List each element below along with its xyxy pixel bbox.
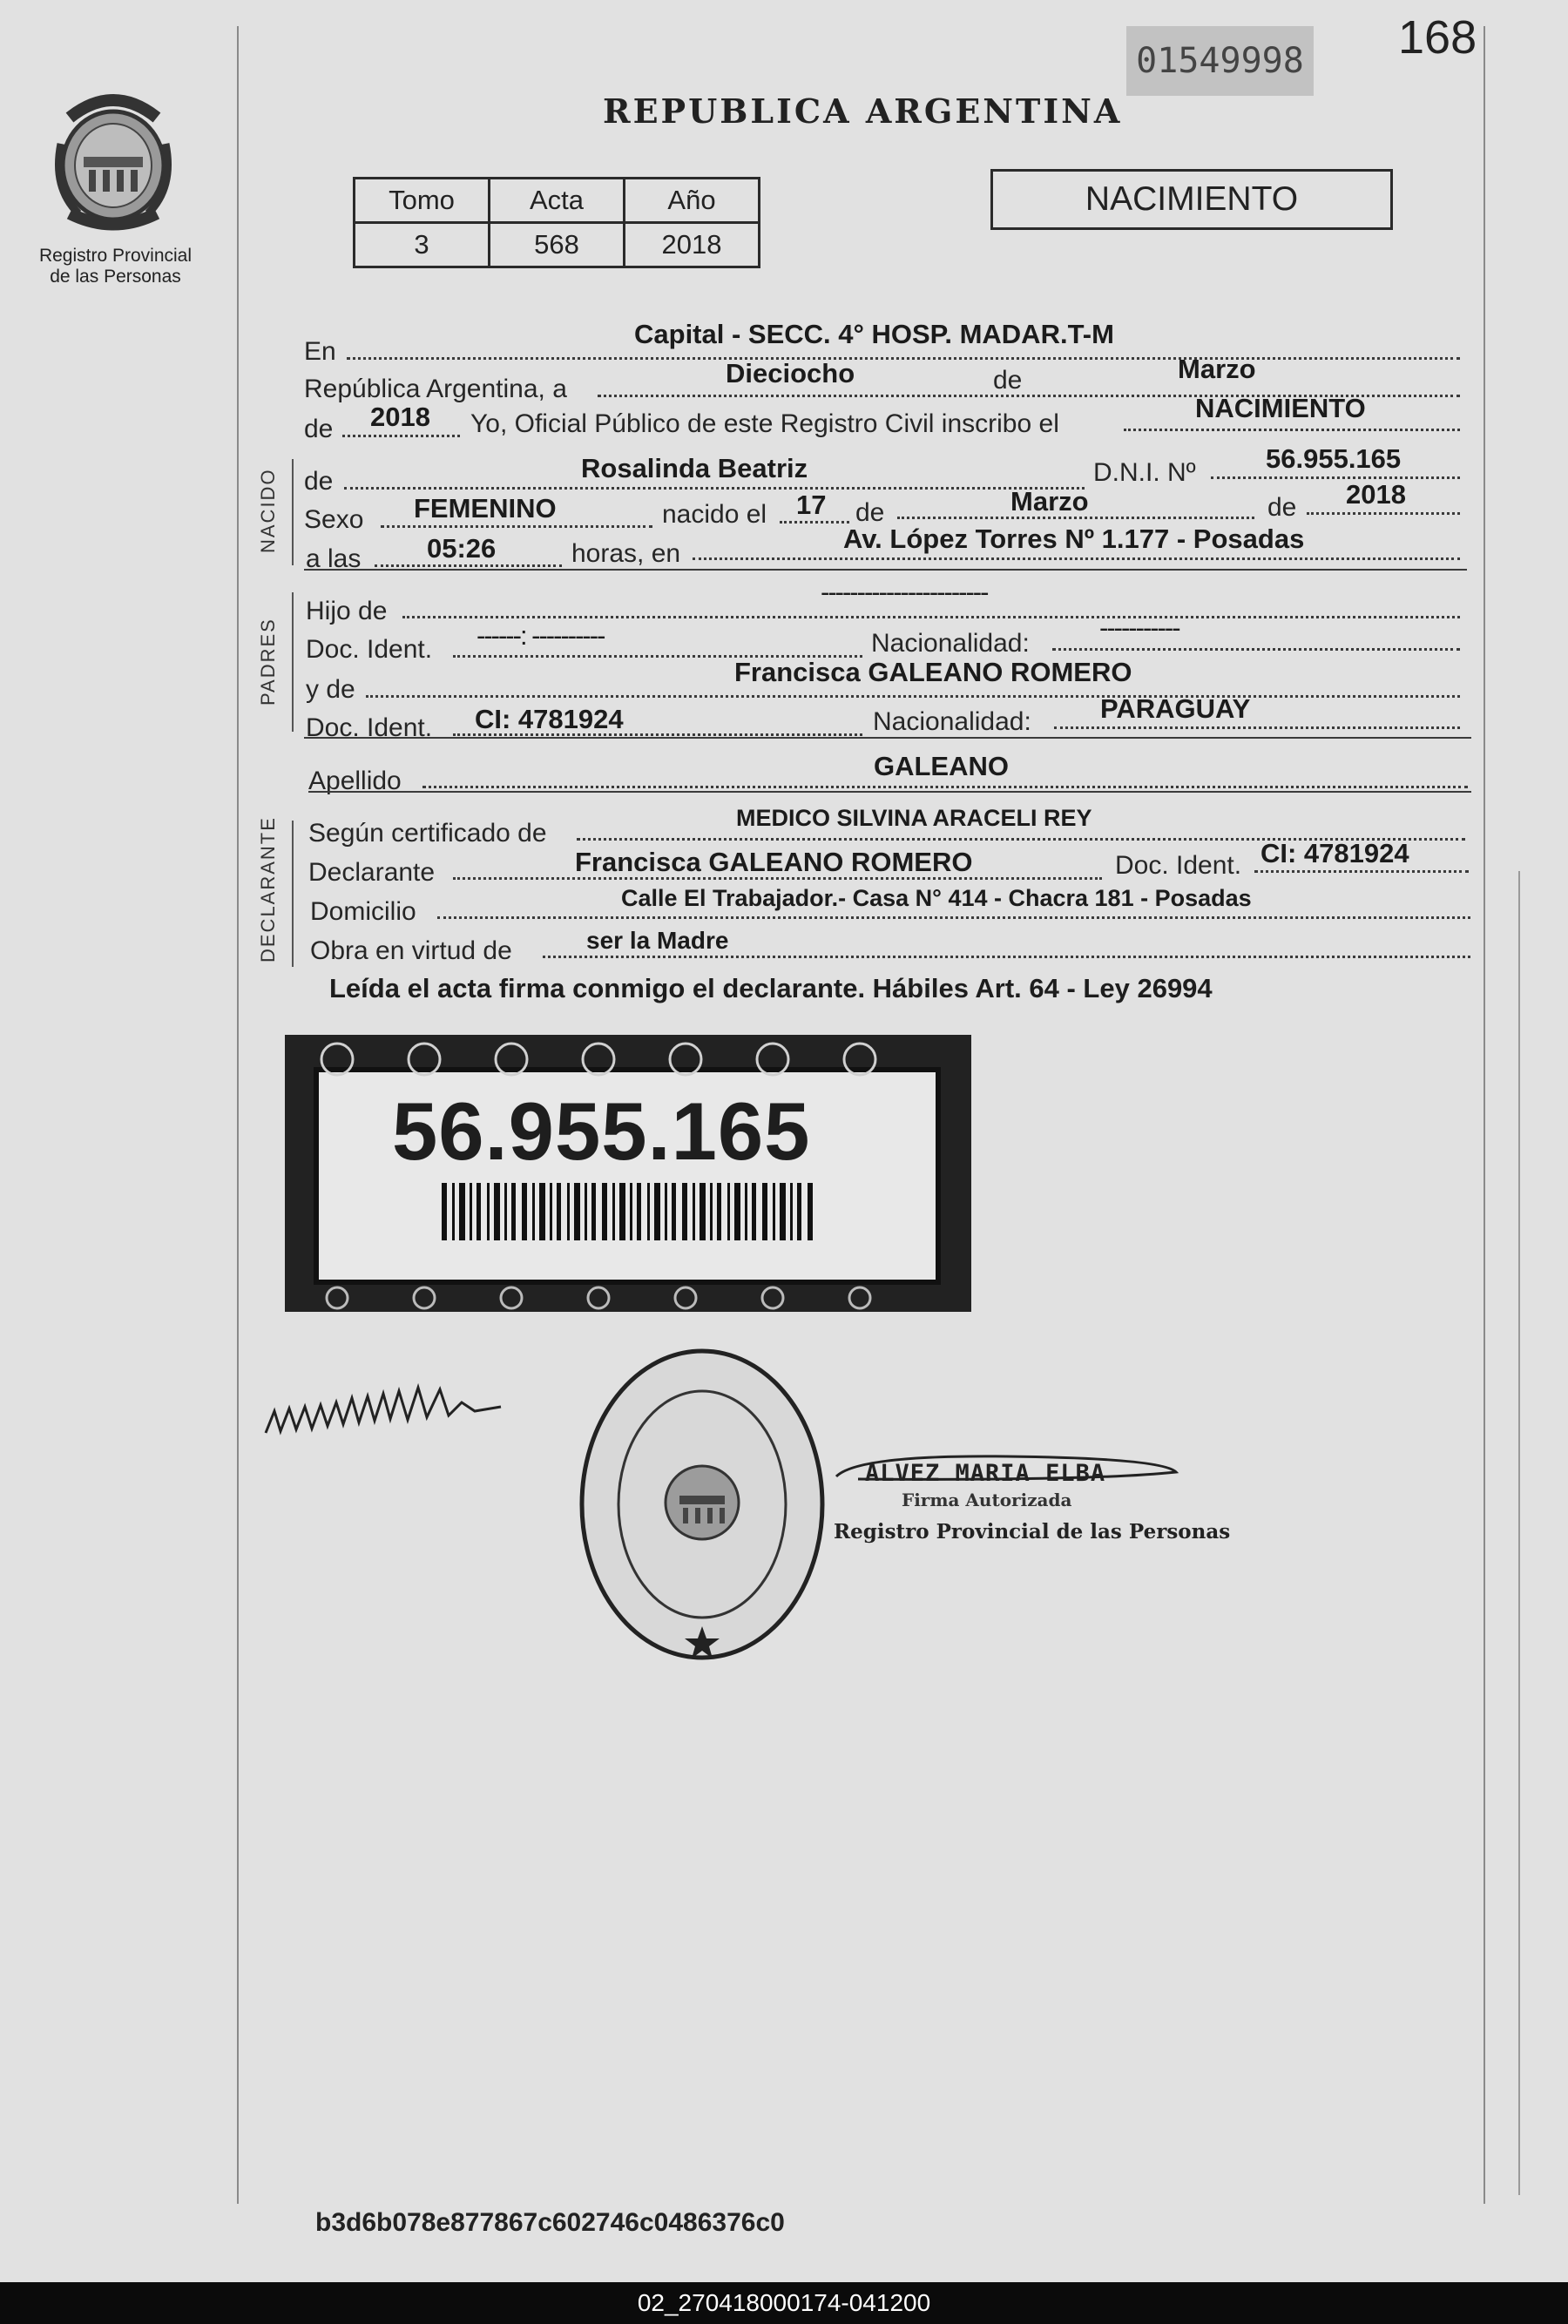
logo-caption-line2: de las Personas	[50, 267, 181, 287]
year-dotline	[342, 435, 460, 437]
dni-dotline	[1211, 476, 1460, 479]
certificate-issuer: MEDICO SILVINA ARACELI REY	[736, 805, 1092, 831]
child-sex: FEMENINO	[414, 493, 557, 524]
dni-stamp-number: 56.955.165	[392, 1085, 811, 1177]
legal-notice: Leída el acta firma conmigo el declarante. Hábiles Art. 64 - Ley 26994	[329, 973, 1213, 1003]
mother-doc-label: Doc. Ident.	[306, 713, 433, 742]
nacido-bracket	[292, 459, 294, 565]
official-seal-icon	[577, 1346, 828, 1664]
declarant-address: Calle El Trabajador.- Casa N° 414 - Chacra 181 - Posadas	[621, 885, 1252, 911]
right-margin-line	[1484, 26, 1485, 2204]
nacido-el-label: nacido el	[662, 500, 767, 529]
registry-value-tomo: 3	[355, 223, 490, 267]
child-dni: 56.955.165	[1266, 443, 1402, 474]
registry-header-tomo: Tomo	[355, 179, 490, 223]
declarant-name: Francisca GALEANO ROMERO	[575, 847, 973, 877]
horas-label: horas, en	[571, 539, 681, 568]
registry-value-row	[355, 223, 760, 267]
declarant-doc: CI: 4781924	[1260, 838, 1409, 868]
section-label-padres: PADRES	[257, 618, 279, 706]
authorized-signer-org: Registro Provincial de las Personas	[834, 1520, 1231, 1544]
de-label: de	[993, 366, 1023, 395]
oficial-text: Yo, Oficial Público de este Registro Civil inscribo el	[470, 409, 1059, 438]
place-dotline	[347, 357, 1460, 360]
de-label-year: de	[304, 415, 334, 443]
en-label: En	[304, 337, 336, 366]
registry-header-row	[355, 179, 760, 223]
act-type-dotline	[1124, 429, 1460, 431]
birth-de-label: de	[855, 498, 885, 527]
registry-header-anio: Año	[625, 179, 760, 223]
surname: GALEANO	[874, 751, 1009, 781]
registry-value-acta: 568	[490, 223, 625, 267]
registration-year: 2018	[370, 402, 430, 432]
left-margin-line	[237, 26, 239, 2204]
birth-de-label-2: de	[1267, 493, 1297, 522]
cert-label: Según certificado de	[308, 819, 547, 848]
declarante-bracket	[292, 821, 294, 967]
father-doc-label: Doc. Ident.	[306, 635, 433, 664]
authorized-signer-role: Firma Autorizada	[902, 1490, 1072, 1510]
birth-day: 17	[796, 490, 827, 520]
father-nationality-dotline	[1052, 648, 1460, 651]
registry-value-anio: 2018	[625, 223, 760, 267]
declaration-reason: ser la Madre	[586, 927, 729, 954]
declarant-doc-dotline	[1254, 870, 1469, 873]
padres-divider	[304, 737, 1471, 739]
nacido-de-label: de	[304, 467, 334, 496]
birth-month: Marzo	[1010, 486, 1089, 517]
obra-label: Obra en virtud de	[310, 936, 512, 965]
birth-year: 2018	[1346, 479, 1406, 510]
republica-label: República Argentina, a	[304, 375, 567, 403]
child-name: Rosalinda Beatriz	[581, 453, 808, 483]
time-dotline	[375, 564, 562, 567]
declarant-doc-label: Doc. Ident.	[1115, 851, 1242, 880]
province-logo-icon	[44, 83, 183, 240]
name-dotline	[344, 487, 1085, 490]
logo-caption-line1: Registro Provincial	[38, 246, 193, 266]
page-edge-line	[1518, 871, 1520, 2195]
apellido-divider	[308, 791, 1471, 793]
obra-dotline	[543, 956, 1470, 958]
hijo-de-label: Hijo de	[306, 597, 388, 625]
logo-caption	[17, 246, 213, 287]
section-label-nacido: NACIDO	[257, 468, 279, 553]
father-nationality: -----------	[1099, 612, 1179, 643]
sexo-label: Sexo	[304, 505, 364, 534]
mother-nationality-label: Nacionalidad:	[873, 707, 1031, 736]
signature-scribble-icon	[261, 1372, 505, 1450]
father-nationality-label: Nacionalidad:	[871, 629, 1030, 658]
father-name: -----------------------	[821, 577, 988, 607]
mother-name: Francisca GALEANO ROMERO	[734, 657, 1132, 687]
document-type-box: NACIMIENTO	[990, 169, 1393, 230]
section-label-declarante: DECLARANTE	[257, 816, 279, 963]
country-title: REPUBLICA ARGENTINA	[603, 91, 1123, 131]
father-doc: ------: ----------	[476, 620, 605, 651]
authorized-signer-name: ALVEZ MARIA ELBA	[865, 1460, 1106, 1487]
sexo-dotline	[381, 525, 652, 528]
act-type: NACIMIENTO	[1195, 393, 1366, 423]
footer-id-bar	[0, 2282, 1568, 2324]
birth-year-dotline	[1307, 512, 1460, 515]
footer-id: 02_270418000174-041200	[637, 2289, 931, 2316]
padres-bracket	[292, 592, 294, 732]
mother-nationality: PARAGUAY	[1100, 693, 1251, 724]
registration-day: Dieciocho	[726, 358, 855, 388]
document-hash: b3d6b078e877867c602746c0486376c0	[315, 2208, 785, 2237]
birth-place-dotline	[693, 557, 1460, 560]
registry-header-acta: Acta	[490, 179, 625, 223]
domicilio-dotline	[437, 916, 1470, 919]
registry-table	[353, 177, 760, 268]
birth-time: 05:26	[427, 533, 497, 564]
apellido-dotline	[422, 786, 1468, 788]
apellido-label: Apellido	[308, 767, 402, 795]
mother-dotline	[366, 695, 1460, 698]
domicilio-label: Domicilio	[310, 897, 416, 926]
dni-label: D.N.I. Nº	[1093, 458, 1196, 487]
mother-doc: CI: 4781924	[475, 704, 624, 734]
birth-place: Av. López Torres Nº 1.177 - Posadas	[843, 524, 1305, 554]
registration-month: Marzo	[1178, 354, 1256, 384]
registration-place: Capital - SECC. 4° HOSP. MADAR.T-M	[634, 319, 1114, 349]
serial-number: 01549998	[1126, 26, 1314, 96]
a-las-label: a las	[306, 544, 362, 573]
nacido-divider	[304, 569, 1467, 571]
y-de-label: y de	[306, 675, 355, 704]
birth-day-dotline	[780, 521, 849, 524]
mother-nationality-dotline	[1054, 726, 1460, 729]
father-dotline	[402, 616, 1460, 618]
declarante-label: Declarante	[308, 858, 436, 887]
page-number: 168	[1398, 11, 1477, 64]
